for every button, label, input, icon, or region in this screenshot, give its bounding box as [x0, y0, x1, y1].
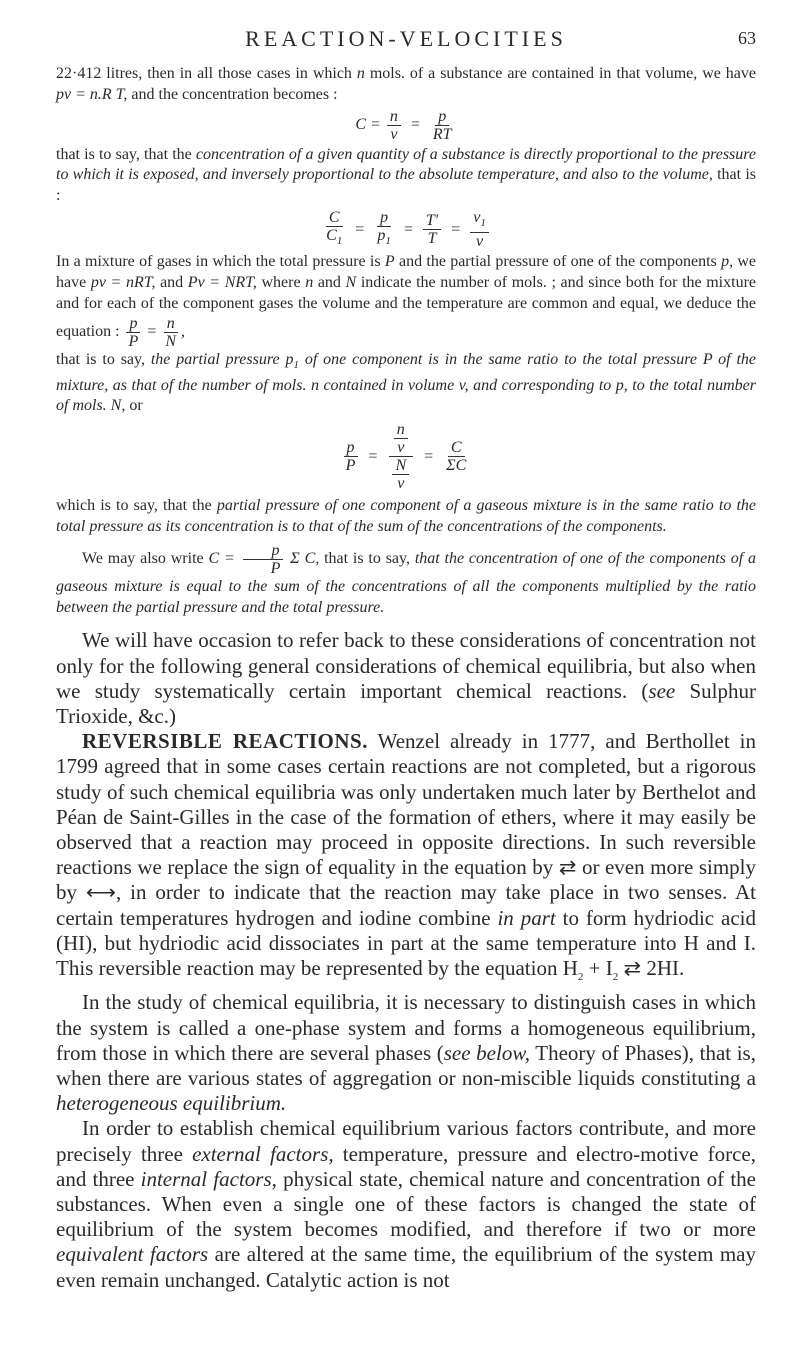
paragraph-partial-pressure: that is to say, the partial pressure $p_1$ of one component is in the same ratio to the total pressure P of the mixture, as that of the number of mols. n contained in volume v, and corresponding to p, to the total number of mols. N, or: [56, 350, 757, 415]
equation-partial: $\frac{p}{P}$ = $\frac{n}{N}$ ,: [124, 323, 185, 340]
page-header: [56, 26, 756, 54]
paragraph-phases: In the study of chemical equilibria, it is necessary to distinguish cases in which the system is called a one-phase system and forms a homogeneous equilibrium, from those in which there are several phases (see below, Theory of Phases), that is, when there are various states of aggregation or non-miscible liquids constituting a heterogeneous equilibrium.: [56, 990, 756, 1116]
paragraph-occasion: We will have occasion to refer back to these considerations of concentration not only for the following general considerations of chemical equilibria, but also when we study systematically certain important chemical reactions. (see Sulphur Trioxide, &c.): [56, 628, 756, 728]
equation-ratios: $\frac{C}{C_1}$ = $\frac{p}{p_1}$ = $\frac{T'}{T}$ = $\frac{v_1}{v}$: [56, 209, 756, 250]
running-head: REACTION-VELOCITIES: [245, 26, 567, 51]
page: [56, 26, 756, 1293]
equation-concentration: C = $\frac{n}{v}$ = $\frac{p}{RT}$: [355, 107, 452, 143]
paragraph-mixture: In a mixture of gases in which the total pressure is P and the partial pressure of one of the components p, we have pv = nRT, and Pv = NRT, where n and N indicate the number of mols. ; and since both for the mixture and for each of the component gases the volume and the temperature are common and equal, we deduce the equation : $\frac{p}{P}$ = $\frac{n}{N}$ ,: [56, 253, 757, 350]
paragraph-write: We may also write C = $\frac{p}{P}$ Σ C, that is to say, that the concentration of one of the components of a gaseous mixture is equal to the sum of the concentrations of all the components multiplied by the ratio between the partial pressure and the total pressure.: [56, 541, 757, 616]
section-title: REVERSIBLE REACTIONS.: [82, 729, 368, 754]
paragraph-concentration-ratio: which is to say, that the partial pressure of one component of a gaseous mixture is in the same ratio to the total pressure as its concentration is to that of the sum of the concentrations of the components.: [56, 497, 757, 535]
page-number: 63: [738, 28, 756, 48]
paragraph-factors: In order to establish chemical equilibrium various factors contribute, and more precisely three external factors, temperature, pressure and electro-motive force, and three internal factors, physical state, chemical nature and concentration of the substances. When even a single one of these factors is changed the state of equilibrium of the system becomes modified, and therefore if two or more equivalent factors are altered at the same time, the equilibrium of the system may even remain unchanged. Catalytic action is not: [56, 1116, 757, 1292]
paragraph-proportional: that is to say, that the concentration of a given quantity of a substance is directly proportional to the pressure to which it is exposed, and inversely proportional to the absolute temperature, and also to the volume, that is :: [56, 145, 757, 205]
equation-sum: $\frac{p}{P}$ = $\frac{\frac{n}{v}}{\frac{N}{v}}$ = $\frac{C}{\Sigma C}$: [56, 421, 756, 492]
paragraph-reversible: REVERSIBLE REACTIONS. Wenzel already in 1777, and Berthollet in 1799 agreed that in some cases certain reactions are not completed, but a rigorous study of such chemical equilibria was only undertaken much later by Berthelot and Péan de Saint-Gilles in the case of the formation of ethers, where it may easily be observed that a reaction may proceed in opposite directions. In such reversible reactions we replace the sign of equality in the equation by ⇄ or even more simply by ⟷, in order to indicate that the reaction may take place in two senses. At certain temperatures hydrogen and iodine combine in part to form hydriodic acid (HI), but hydriodic acid dissociates in part at the same temperature into H and I. This reversible reaction may be represented by the equation $H_2 + I_2$ ⇄ 2HI.: [56, 729, 757, 984]
paragraph-volume: 22·412 litres, then in all those cases in which n mols. of a substance are contained in that volume, we have pv = n.R T, and the concentration becomes :: [56, 65, 757, 103]
